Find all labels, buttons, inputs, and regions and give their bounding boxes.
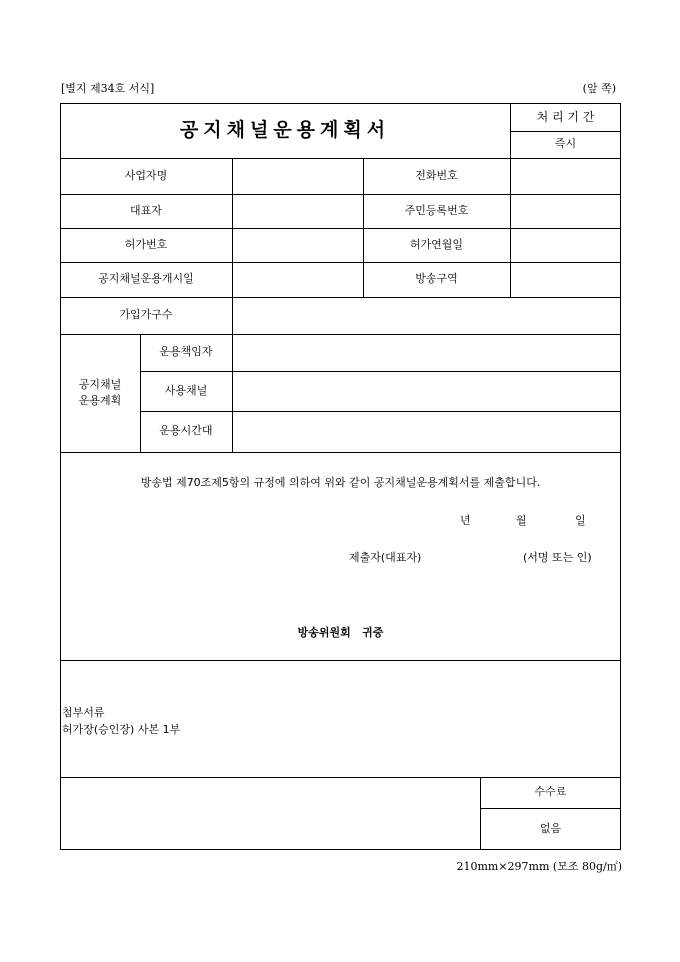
page-side-label: (앞 쪽)	[582, 82, 616, 95]
subscribers-label: 가입가구수	[119, 308, 173, 322]
paper-spec: 210mm×297mm (모조 80g/㎡)	[456, 860, 622, 873]
license-date-label: 허가연월일	[409, 237, 464, 251]
license-date-field[interactable]	[510, 228, 621, 262]
phone-field[interactable]	[510, 158, 621, 194]
resident-reg-label: 주민등록번호	[404, 203, 469, 217]
form-title: 공지채널운용계획서	[179, 119, 391, 142]
declaration-text: 방송법 제70조제5항의 규정에 의하여 위와 같이 공지채널운용계획서를 제출합니다.	[140, 476, 541, 489]
representative-field[interactable]	[232, 194, 363, 228]
processing-period-label: 처 리 기 간	[536, 110, 595, 124]
signature-label: (서명 또는 인)	[523, 551, 592, 564]
business-name-field[interactable]	[232, 158, 363, 194]
channel-start-label: 공지채널운용개시일	[98, 272, 194, 286]
channel-label: 사용채널	[164, 383, 208, 397]
channel-start-field[interactable]	[232, 262, 363, 297]
attachments-item: 허가장(승인장) 사본 1부	[62, 723, 181, 736]
broadcast-area-field[interactable]	[510, 262, 621, 297]
hours-label: 운용시간대	[159, 424, 213, 438]
submitter-label: 제출자(대표자)	[349, 551, 422, 564]
fee-value: 없음	[539, 821, 562, 835]
date-year-label: 년	[460, 514, 471, 527]
processing-period-value: 즉시	[554, 137, 577, 151]
form-number: [별지 제34호 서식]	[61, 82, 155, 95]
license-no-field[interactable]	[232, 228, 363, 262]
fee-label: 수수료	[534, 785, 567, 799]
license-no-label: 허가번호	[124, 237, 168, 251]
broadcast-area-label: 방송구역	[415, 272, 458, 286]
channel-field[interactable]	[232, 371, 621, 411]
manager-field[interactable]	[232, 334, 621, 371]
resident-reg-field[interactable]	[510, 194, 621, 228]
addressee: 방송위원회 귀중	[297, 626, 384, 639]
representative-label: 대표자	[130, 203, 162, 217]
subscribers-field[interactable]	[232, 297, 621, 334]
attachments-label: 첨부서류	[62, 706, 105, 719]
hours-field[interactable]	[232, 411, 621, 452]
plan-group-label: 공지채널 운용계획	[78, 377, 122, 407]
phone-label: 전화번호	[415, 168, 458, 182]
date-day-label: 일	[575, 514, 586, 527]
date-month-label: 월	[516, 514, 527, 527]
business-name-label: 사업자명	[124, 168, 168, 182]
manager-label: 운용책임자	[159, 345, 213, 359]
